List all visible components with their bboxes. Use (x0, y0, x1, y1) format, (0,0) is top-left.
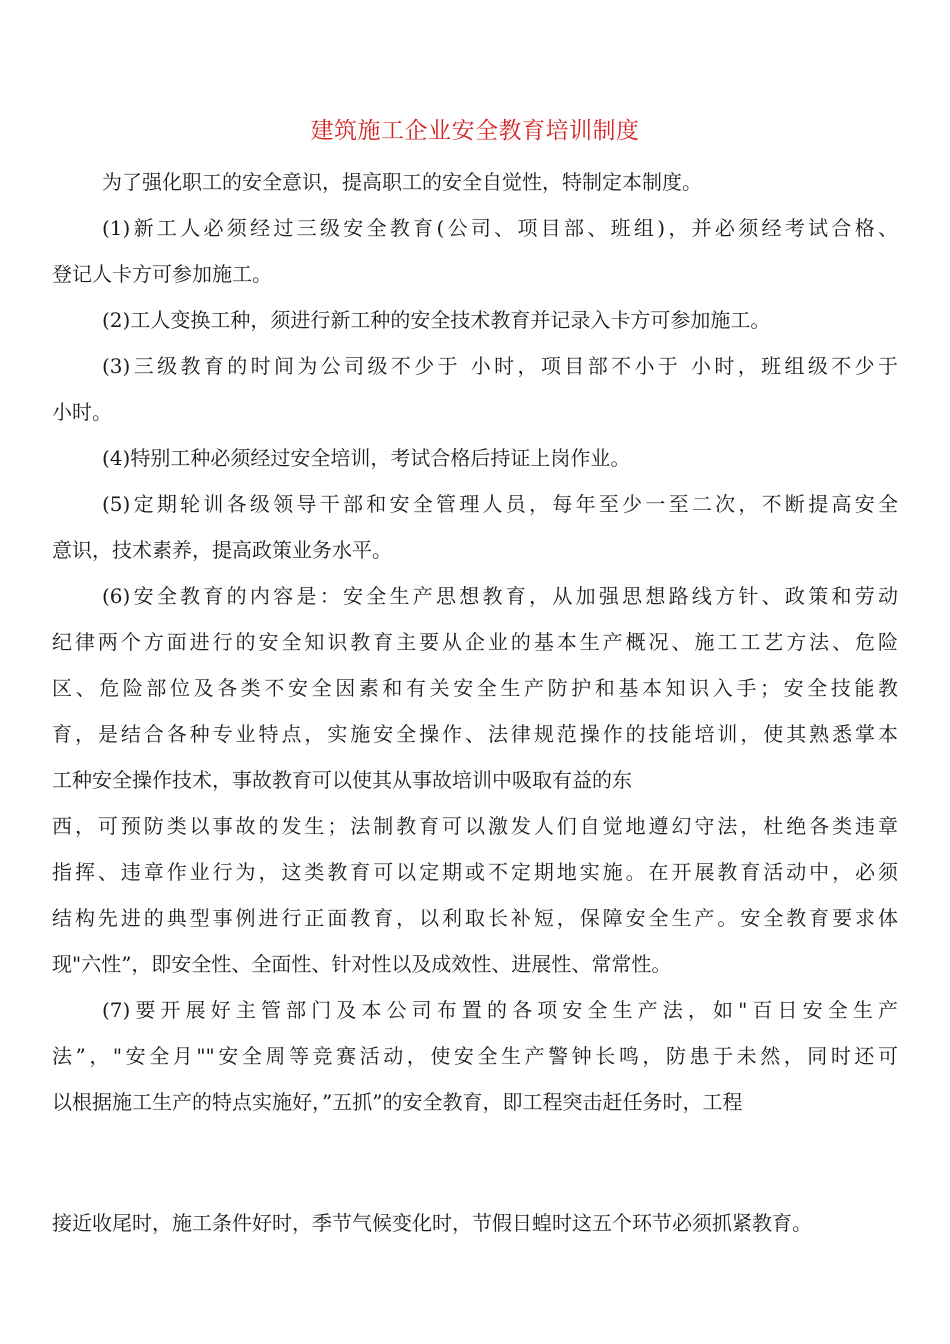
paragraph-line: (7)要开展好主管部门及本公司布置的各项安全生产法，如"百日安全生产 (102, 998, 898, 1022)
paragraph-line: 指挥、违章作业行为，这类教育可以定期或不定期地实施。在开展教育活动中，必须 (52, 860, 898, 884)
paragraph-line: 意识，技术素养，提高政策业务水平。 (52, 538, 392, 562)
paragraph-intro: 为了强化职工的安全意识，提高职工的安全自觉性，特制定本制度。 (102, 170, 702, 194)
paragraph-tail: 接近收尾时，施工条件好时，季节气候变化时，节假日蝗时这五个环节必须抓紧教育。 (52, 1211, 812, 1235)
paragraph-line: 育，是结合各种专业特点，实施安全操作、法律规范操作的技能培训，使其熟悉掌本 (52, 722, 898, 746)
paragraph-line: 工种安全操作技术，事故教育可以使其从事故培训中吸取有益的东 (52, 768, 632, 792)
paragraph-line: 西，可预防类以事故的发生；法制教育可以激发人们自觉地遵幻守法，杜绝各类违章 (52, 814, 898, 838)
paragraph-line: (4)特别工种必须经过安全培训，考试合格后持证上岗作业。 (102, 446, 631, 470)
paragraph-line: (5)定期轮训各级领导干部和安全管理人员，每年至少一至二次，不断提高安全 (102, 492, 898, 516)
paragraph-line: 纪律两个方面进行的安全知识教育主要从企业的基本生产概况、施工工艺方法、危险 (52, 630, 898, 654)
paragraph-line: 现"六性”，即安全性、全面性、针对性以及成效性、进展性、常常性。 (52, 952, 672, 976)
paragraph-line: 法”，"安全月""安全周等竞赛活动，使安全生产警钟长鸣，防患于未然，同时还可 (52, 1044, 898, 1068)
document-title: 建筑施工企业安全教育培训制度 (310, 118, 640, 144)
paragraph-line: (3)三级教育的时间为公司级不少于 小时，项目部不小于 小时，班组级不少于 (102, 354, 898, 378)
paragraph-line: 登记人卡方可参加施工。 (52, 262, 272, 286)
paragraph-line: 区、危险部位及各类不安全因素和有关安全生产防护和基本知识入手；安全技能教 (52, 676, 898, 700)
paragraph-line: (1)新工人必须经过三级安全教育(公司、项目部、班组)，并必须经考试合格、 (102, 216, 898, 240)
paragraph-line: 以根据施工生产的特点实施好，”五抓”的安全教育，即工程突击赶任务时，工程 (52, 1090, 743, 1114)
paragraph-line: (6)安全教育的内容是：安全生产思想教育，从加强思想路线方针、政策和劳动 (102, 584, 898, 608)
paragraph-line: 小时。 (52, 400, 112, 424)
paragraph-line: 结构先进的典型事例进行正面教育，以利取长补短，保障安全生产。安全教育要求体 (52, 906, 898, 930)
paragraph-line: (2)工人变换工种，须进行新工种的安全技术教育并记录入卡方可参加施工。 (102, 308, 771, 332)
